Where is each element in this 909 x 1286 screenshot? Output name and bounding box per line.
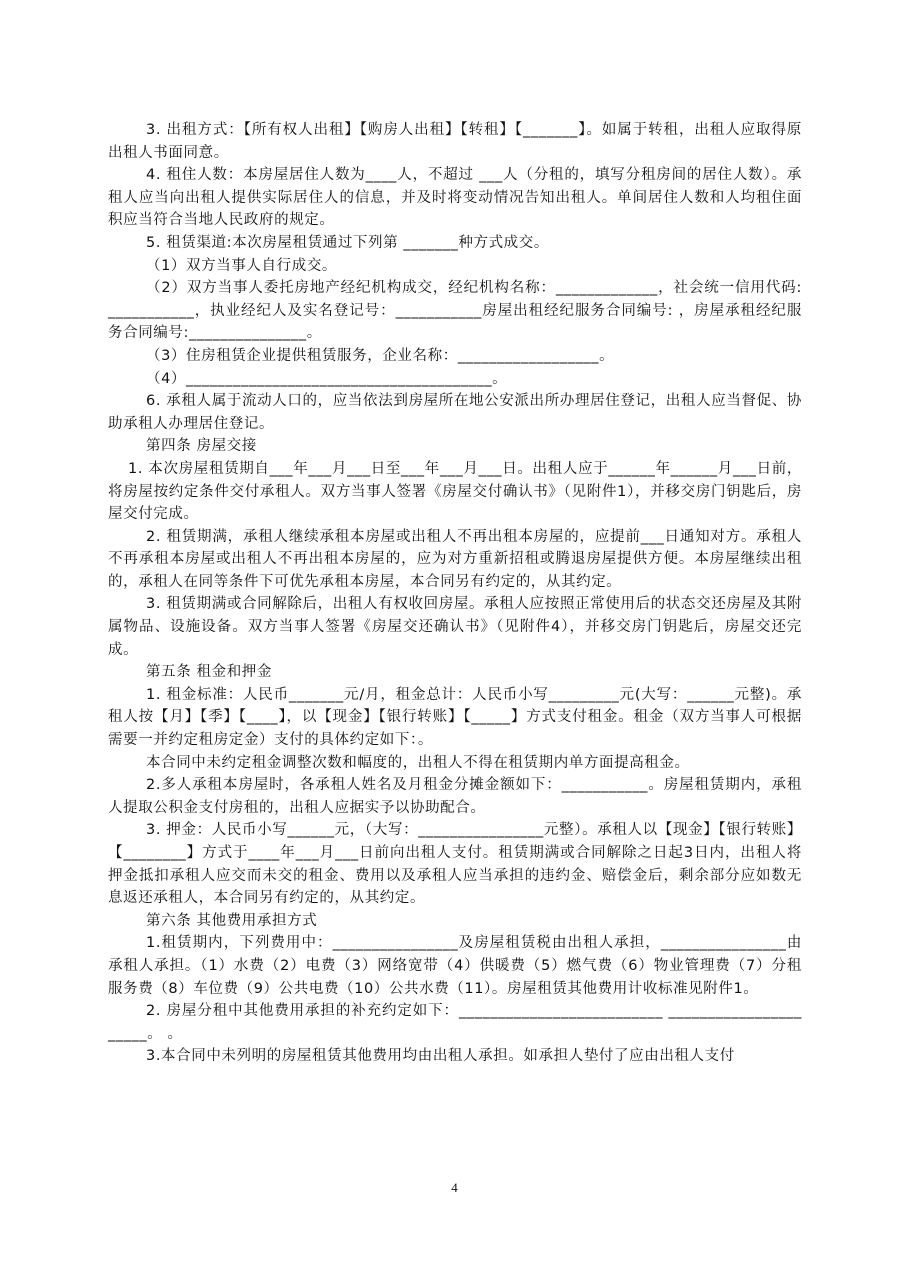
clause-lease-expiry: 2. 租赁期满，承租人继续承租本房屋或出租人不再出租本房屋的，应提前___日通知对方。承租人不再承租本房屋或出租人不再出租本房屋的，应为对方重新招租或腾退房屋提供方便。本房屋继续出租的，承租人在同等条件下可优先承租本房屋，本合同另有约定的，从其约定。 (108, 528, 802, 590)
contract-body (108, 119, 802, 1068)
article-6-heading: 第六条 其他费用承担方式 (146, 912, 318, 929)
clause-multiple-tenants: 2.多人承租本房屋时，各承租人姓名及月租金分摊金额如下：___________。房屋租赁期内，承租人提取公积金支付房租的，出租人应据实予以协助配合。 (108, 777, 802, 816)
clause-rental-method: 3. 出租方式：【所有权人出租】【购房人出租】【转租】【_______】。如属于转租，出租人应取得原出租人书面同意。 (108, 122, 802, 161)
article-4-heading: 第四条 房屋交接 (146, 438, 257, 455)
clause-fee-allocation: 1.租赁期内，下列费用中：________________及房屋租赁税由出租人承担，________________由承租人承担。（1）水费（2）电费（3）网络宽带（4）供暖费（5）燃气费（6）物业管理费（7）分租服务费（8）车位费（9）公共电费（10）公共水费（11）。房屋租赁其他费用计收标准见附件1。 (108, 935, 802, 997)
clause-unlisted-fees: 3.本合同中未列明的房屋租赁其他费用均由出租人承担。如承担人垫付了应由出租人支付 (146, 1048, 735, 1065)
channel-option-3: （3）住房租赁企业提供租赁服务，企业名称：__________________。 (146, 347, 615, 364)
channel-option-4: （4）_______________________________________。 (146, 370, 508, 387)
clause-deposit: 3. 押金：人民币小写______元，（大写：________________元整）。承租人以【现金】【银行转账】【________】方式于____年___月___日前向出租人支付。租赁期满或合同解除之日起3日内，出租人将押金抵扣承租人应交而未交的租金、费用以及承租人应当承担的违约金、赔偿金后，剩余部分应如数无息返还承租人，本合同另有约定的，从其约定。 (108, 822, 802, 907)
clause-rental-channel: 5. 租赁渠道:本次房屋租赁通过下列第 _______种方式成交。 (146, 234, 549, 251)
clause-lease-term: 1. 本次房屋租赁期自___年___月___日至___年___月___日。出租人应于______年______月___日前，将房屋按约定条件交付承租人。双方当事人签署《房屋交付确认书》（见附件1），并移交房门钥匙后，房屋交付完成。 (108, 460, 802, 523)
article-5-heading: 第五条 租金和押金 (146, 664, 273, 681)
clause-floating-population: 6. 承租人属于流动人口的，应当依法到房屋所在地公安派出所办理居住登记，出租人应当督促、协助承租人办理居住登记。 (108, 393, 802, 432)
clause-rent-adjustment: 本合同中未约定租金调整次数和幅度的，出租人不得在租赁期内单方面提高租金。 (146, 754, 690, 771)
clause-rent-standard: 1. 租金标准：人民币_______元/月，租金总计：人民币小写_________元(大写：______元整)。承租人按【月】【季】【____】，以【现金】【银行转账】【_____】方式支付租金。租金（双方当事人可根据需要一并约定租房定金）支付的具体约定如下：。 (108, 686, 802, 749)
clause-occupants: 4. 租住人数：本房屋居住人数为____人，不超过 ___人（分租的，填写分租房间的居住人数）。承租人应当向出租人提供实际居住人的信息，并及时将变动情况告知出租人。单间居住人数和人均租住面积应当符合当地人民政府的规定。 (108, 167, 802, 229)
channel-option-1: （1）双方当事人自行成交。 (146, 257, 338, 274)
clause-house-return: 3. 租赁期满或合同解除后，出租人有权收回房屋。承租人应按照正常使用后的状态交还房屋及其附属物品、设施设备。双方当事人签署《房屋交还确认书》（见附件4），并移交房门钥匙后，房屋交还完成。 (108, 596, 802, 658)
clause-sublet-fees: 2. 房屋分租中其他费用承担的补充约定如下：__________________________ ______________________。 。 (108, 1003, 802, 1042)
page-number: 4 (451, 1180, 458, 1195)
channel-option-2: （2）双方当事人委托房地产经纪机构成交，经纪机构名称：_____________，社会统一信用代码: ___________，执业经纪人及实名登记号：___________房屋出租经纪服务合同编号: ，房屋承租经纪服务合同编号:_______________。 (108, 280, 802, 342)
